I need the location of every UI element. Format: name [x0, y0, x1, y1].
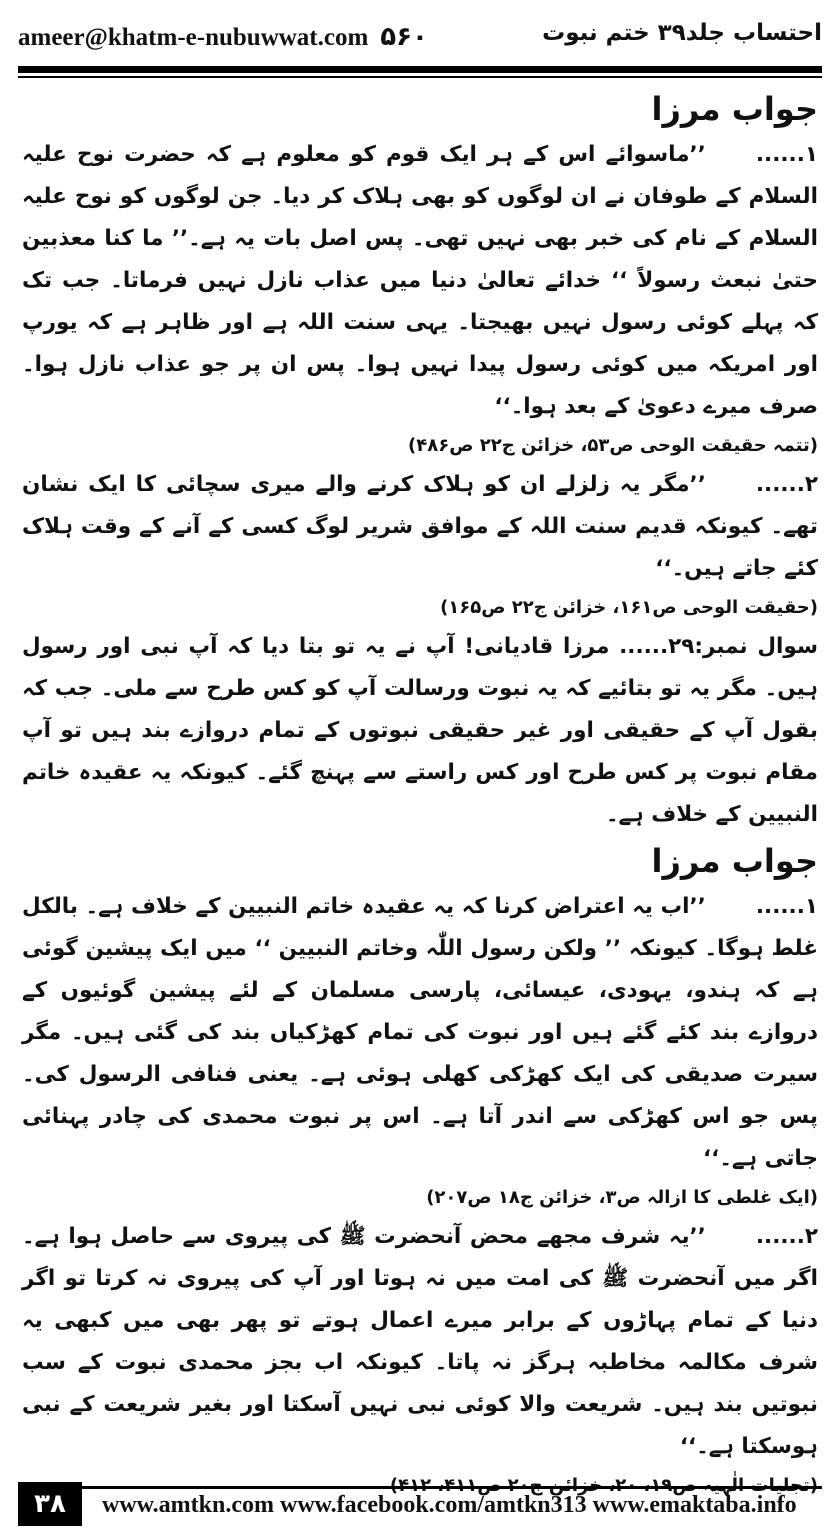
paragraph-number: ۱......	[755, 894, 818, 919]
paragraph-text: ’’اب یہ اعتراض کرنا کہ یہ عقیدہ خاتم النبیین کے خلاف ہے۔ بالکل غلط ہوگا۔ کیونکہ ’’ ولکن رسول اللّٰہ وخاتم النبیین ‘‘ میں ایک پیشین گوئی ہے کہ ہندو، یہودی، عیسائی، پارسی مسلمان کے لئے پیشین گوئیوں کے دروازے بند کئے گئے ہیں اور نبوت کی تمام کھڑکیاں بند کی گئی ہیں۔ مگر سیرت صدیقی کی ایک کھڑکی کھلی ہوئی ہے۔ یعنی فنافی الرسول کی۔ پس جو اس کھڑکی سے اندر آتا ہے۔ اس پر نبوت محمدی کی چادر پہنائی جاتی ہے۔‘‘	[22, 894, 818, 1171]
header-rule-thin	[18, 76, 822, 78]
page-header	[18, 8, 822, 66]
reference: (تتمہ حقیقت الوحی ص۵۳، خزائن ج۲۲ ص۴۸۶)	[408, 435, 818, 456]
footer-rule	[82, 1486, 822, 1489]
book-title: احتساب جلد۳۹ ختم نبوت	[542, 20, 822, 46]
section-heading: جواب مرزا	[651, 842, 818, 880]
paragraph-text: ’’یہ شرف مجھے محض آنحضرت ﷺ کی پیروی سے حاصل ہوا ہے۔ اگر میں آنحضرت ﷺ کی امت میں نہ ہوتا اور آپ کی پیروی نہ کرتا تو اگر دنیا کے تمام پہاڑوں کے برابر میرے اعمال ہوتے تو پھر بھی میں کبھی یہ شرف مکالمہ مخاطبہ ہرگز نہ پاتا۔ کیونکہ اب بجز محمدی نبوت کے سب نبوتیں بند ہیں۔ شریعت والا کوئی نبی نہیں آسکتا اور بغیر شریعت کے نبی ہوسکتا ہے۔‘‘	[22, 1224, 818, 1459]
header-left	[18, 22, 428, 52]
paragraph-number: ۲......	[755, 1224, 818, 1249]
page-footer	[18, 1482, 822, 1526]
question-paragraph: سوال نمبر:۲۹...... مرزا قادیانی! آپ نے یہ تو بتا دیا کہ آپ نبی اور رسول ہیں۔ مگر یہ تو بتائیے کہ یہ نبوت ورسالت آپ کو کس طرح سے ملی۔ جب کہ بقول آپ کے حقیقی اور غیر حقیقی نبوتوں کے تمام دروازے بند ہیں تو آپ مقام نبوت پر کس طرح اور کس راستے سے پہنچ گئے۔ کیونکہ یہ عقیدہ خاتم النبیین کے خلاف ہے۔	[22, 634, 818, 827]
footer-links[interactable]: www.amtkn.com www.facebook.com/amtkn313 www.emaktaba.info	[102, 1492, 797, 1518]
paragraph-number: ۱......	[755, 142, 818, 167]
paragraph	[22, 134, 818, 428]
paragraph	[22, 1216, 818, 1468]
page-number-header: ۵۶۰	[380, 22, 428, 52]
section-heading: جواب مرزا	[651, 90, 818, 128]
email-link[interactable]: ameer@khatm-e-nubuwwat.com	[18, 24, 369, 51]
paragraph-text: ’’ماسوائے اس کے ہر ایک قوم کو معلوم ہے کہ حضرت نوح علیہ السلام کے طوفان نے ان لوگوں کو بھی ہلاک کر دیا۔ جن لوگوں کو نوح علیہ السلام کے نام کی خبر بھی نہیں تھی۔ پس اصل بات یہ ہے۔’’ ما کنا معذبین حتیٰ نبعث رسولاً ‘‘ خدائے تعالیٰ دنیا میں عذاب نازل نہیں فرماتا۔ جب تک کہ پہلے کوئی رسول نہیں بھیجتا۔ یہی سنت اللہ ہے اور ظاہر ہے کہ یورپ اور امریکہ میں کوئی رسول پیدا نہیں ہوا۔ پس ان پر جو عذاب نازل ہوا۔ صرف میرے دعویٰ کے بعد ہوا۔‘‘	[22, 142, 818, 419]
paragraph	[22, 464, 818, 590]
page-content	[22, 84, 818, 1459]
header-rule-thick	[18, 66, 822, 73]
paragraph	[22, 886, 818, 1180]
reference: (حقیقت الوحی ص۱۶۱، خزائن ج۲۲ ص۱۶۵)	[440, 597, 818, 618]
paragraph-number: ۲......	[755, 472, 818, 497]
page-number-footer: ۳۸	[18, 1482, 82, 1526]
reference: (ایک غلطی کا ازالہ ص۳، خزائن ج۱۸ ص۲۰۷)	[426, 1187, 818, 1208]
paragraph-text: ’’مگر یہ زلزلے ان کو ہلاک کرنے والے میری سچائی کا ایک نشان تھے۔ کیونکہ قدیم سنت اللہ کے موافق شریر لوگ کسی کے آنے کے وقت ہلاک کئے جاتے ہیں۔‘‘	[22, 472, 818, 581]
